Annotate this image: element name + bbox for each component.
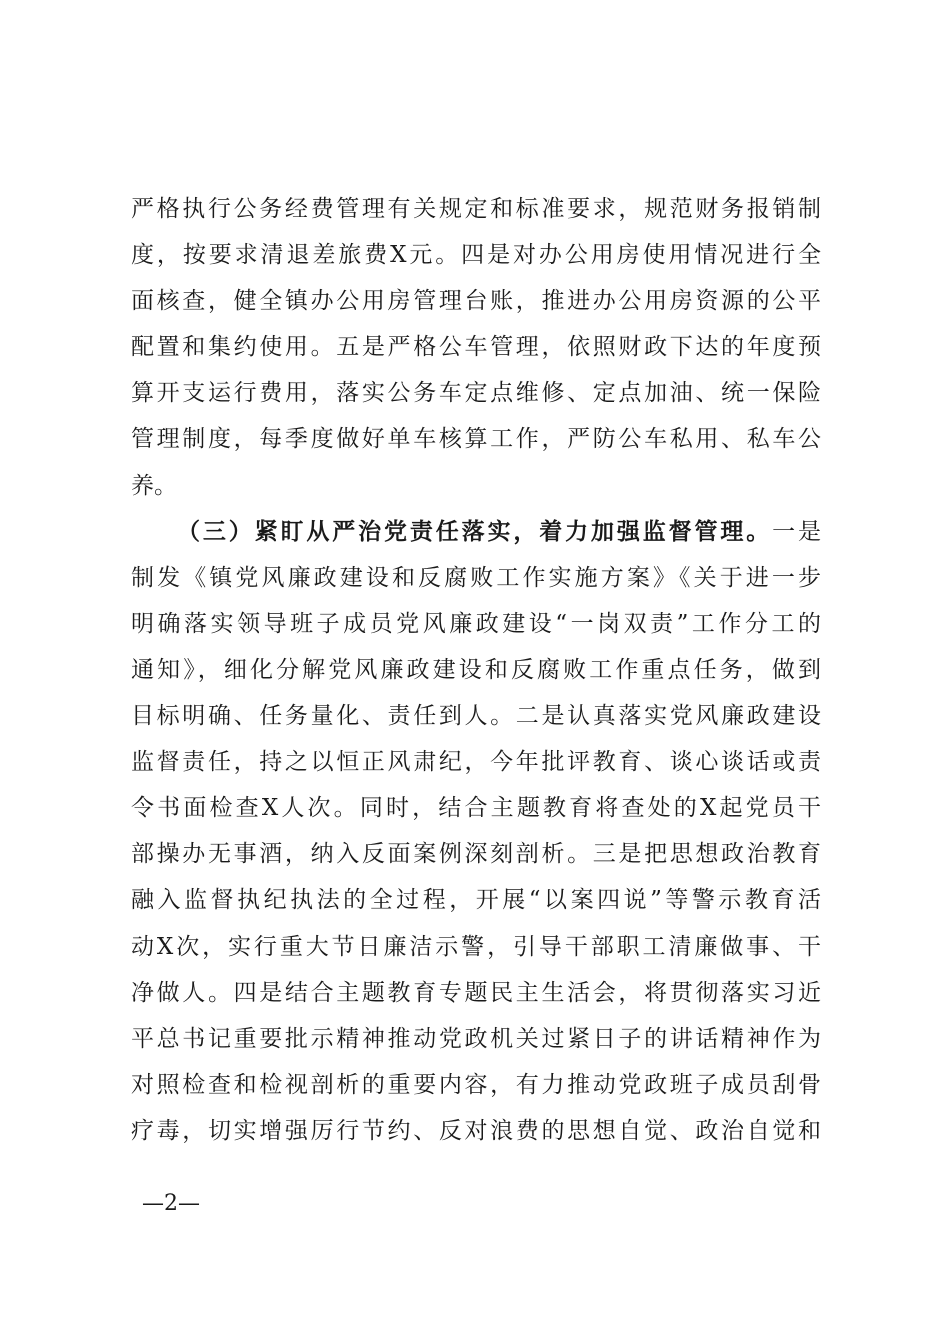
paragraph-2-first-line-rest: 一是 [772,518,821,545]
paragraph-1-line-7: 养。 [131,472,177,499]
paragraph-2-first-line [131,509,821,555]
paragraph-2-line-5: 目标明确、任务量化、责任到人。二是认真落实党风廉政建设 [131,703,821,730]
paragraph-2-line-9: 融入监督执纪执法的全过程，开展“以案四说”等警示教育活 [131,887,821,914]
paragraph-2-line-4: 通知》，细化分解党风廉政建设和反腐败工作重点任务，做到 [131,656,821,683]
paragraph-1-line-2: 度，按要求清退差旅费X元。四是对办公用房使用情况进行全 [131,242,821,269]
paragraph-2-line-12: 平总书记重要批示精神推动党政机关过紧日子的讲话精神作为 [131,1025,821,1052]
page-number: —2— [142,1191,200,1216]
paragraph-2-line-2: 制发《镇党风廉政建设和反腐败工作实施方案》《关于进一步 [131,564,821,591]
paragraph-1-line-6: 管理制度，每季度做好单车核算工作，严防公车私用、私车公 [131,426,821,453]
paragraph-2-line-14: 疗毒，切实增强厉行节约、反对浪费的思想自觉、政治自觉和 [131,1117,821,1144]
paragraph-1-line-1: 严格执行公务经费管理有关规定和标准要求，规范财务报销制 [131,196,821,222]
paragraph-1-line-5: 算开支运行费用，落实公务车定点维修、定点加油、统一保险 [131,380,821,407]
paragraph-2-line-6: 监督责任，持之以恒正风肃纪，今年批评教育、谈心谈话或责 [131,749,821,776]
paragraph-2-line-7: 令书面检查X人次。同时，结合主题教育将查处的X起党员干 [131,795,821,822]
paragraph-2-line-11: 净做人。四是结合主题教育专题民主生活会，将贯彻落实习近 [131,979,821,1006]
paragraph-2-line-10: 动X次，实行重大节日廉洁示警，引导干部职工清廉做事、干 [131,933,821,960]
body-text [131,186,821,1154]
paragraph-2-line-13: 对照检查和检视剖析的重要内容，有力推动党政班子成员刮骨 [131,1071,821,1098]
paragraph-1-line-3: 面核查，健全镇办公用房管理台账，推进办公用房资源的公平 [131,288,821,315]
paragraph-1-line-4: 配置和集约使用。五是严格公车管理，依照财政下达的年度预 [131,334,821,361]
section-heading: （三）紧盯从严治党责任落实，着力加强监督管理。 [177,517,773,545]
paragraph-2-line-8: 部操办无事酒，纳入反面案例深刻剖析。三是把思想政治教育 [131,841,821,868]
paragraph-2-line-3: 明确落实领导班子成员党风廉政建设“一岗双责”工作分工的 [131,610,821,637]
